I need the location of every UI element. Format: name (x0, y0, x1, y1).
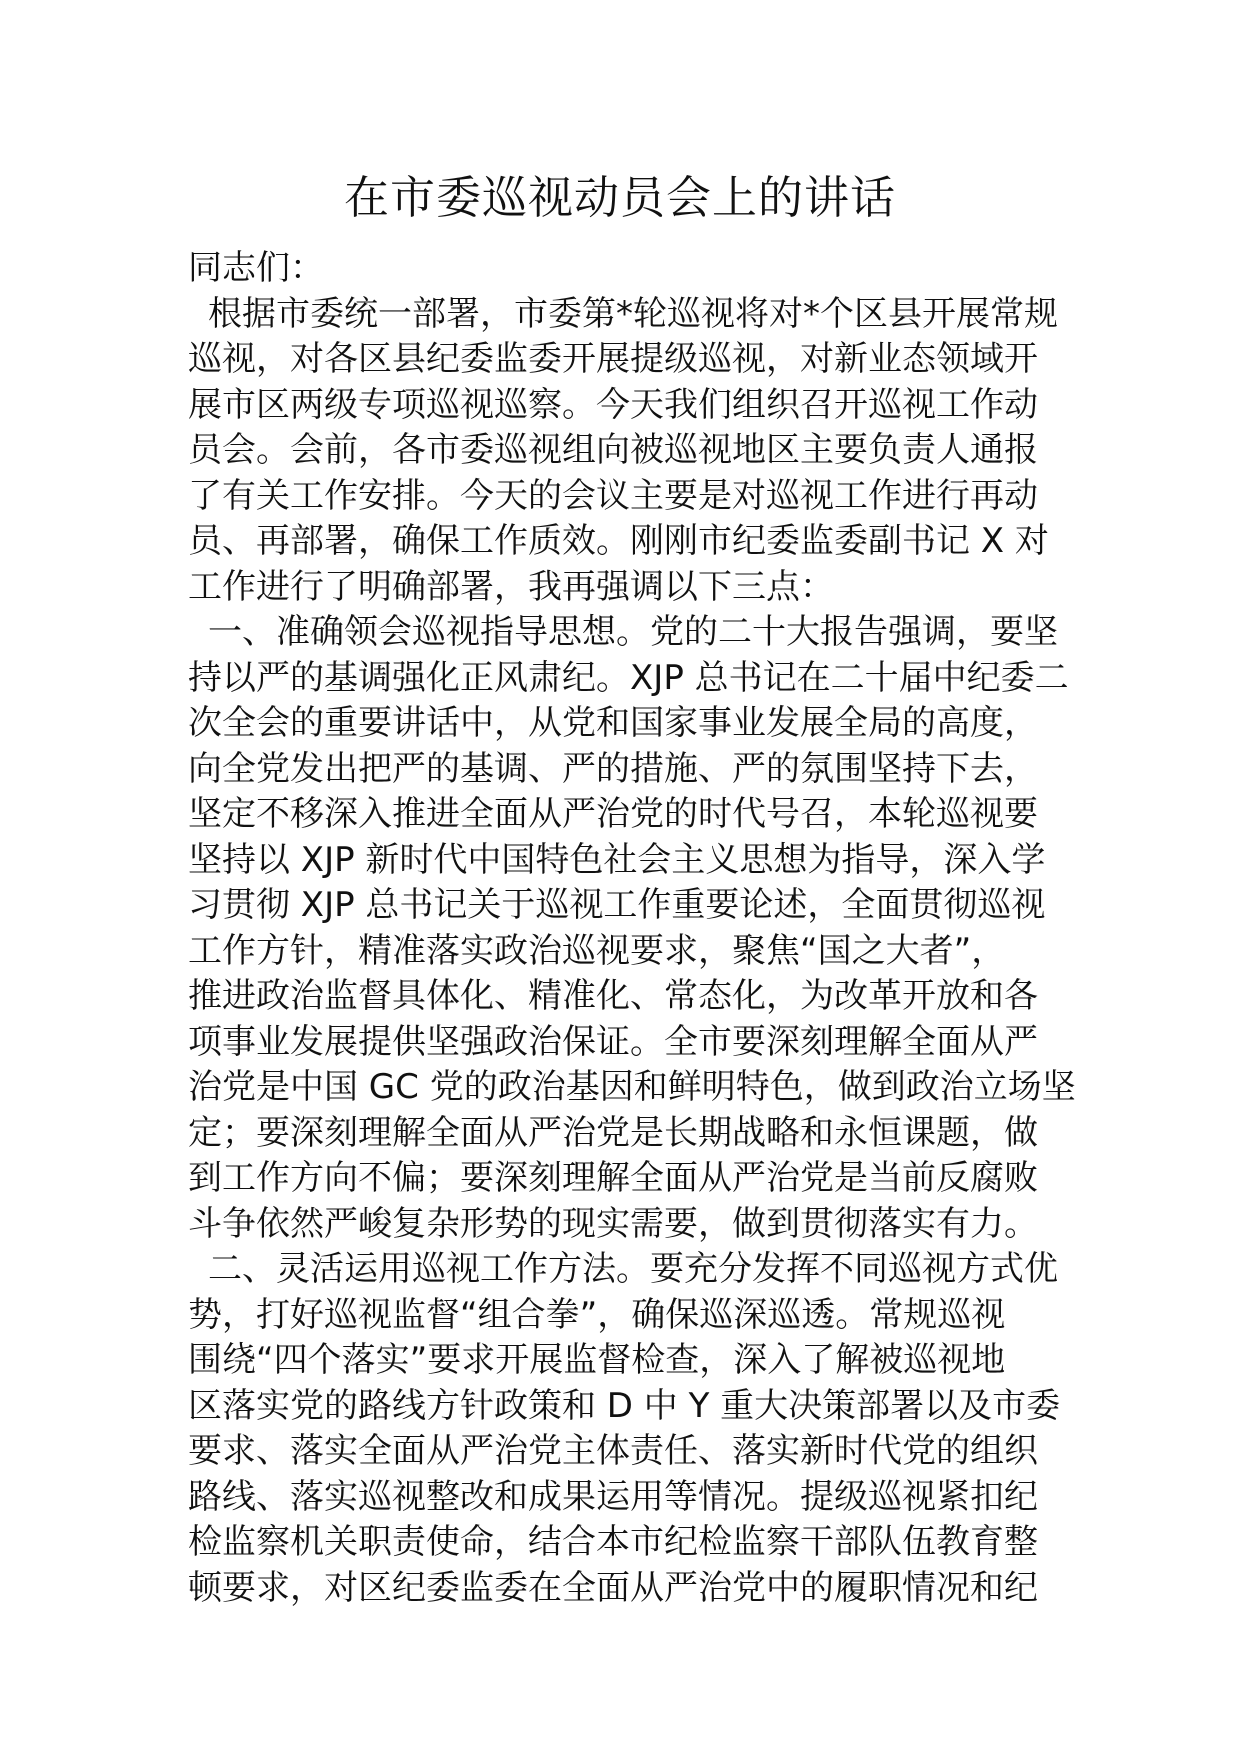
body-line: 二、灵活运用巡视工作方法。要充分发挥不同巡视方式优 (208, 1249, 1058, 1289)
body-line: 到工作方向不偏；要深刻理解全面从严治党是当前反腐败 (188, 1158, 1038, 1198)
body-line: 员、再部署，确保工作质效。刚刚市纪委监委副书记 X 对 (188, 521, 1049, 561)
body-line: 顿要求，对区纪委监委在全面从严治党中的履职情况和纪 (188, 1567, 1038, 1608)
body-line: 势，打好巡视监督“组合拳”，确保巡深巡透。常规巡视 (188, 1294, 1006, 1335)
body-line: 展市区两级专项巡视巡察。今天我们组织召开巡视工作动 (188, 384, 1038, 425)
document-body (188, 246, 1076, 1611)
body-line: 持以严的基调强化正风肃纪。XJP 总书记在二十届中纪委二 (188, 657, 1069, 698)
body-line: 坚持以 XJP 新时代中国特色社会主义思想为指导，深入学 (188, 839, 1046, 880)
body-line: 斗争依然严峻复杂形势的现实需要，做到贯彻落实有力。 (188, 1203, 1038, 1244)
body-line: 要求、落实全面从严治党主体责任、落实新时代党的组织 (188, 1431, 1038, 1471)
body-line: 了有关工作安排。今天的会议主要是对巡视工作进行再动 (188, 475, 1038, 516)
body-line: 根据市委统一部署，市委第*轮巡视将对*个区县开展常规 (208, 293, 1058, 334)
body-line: 工作进行了明确部署，我再强调以下三点： (188, 566, 834, 607)
body-line: 坚定不移深入推进全面从严治党的时代号召，本轮巡视要 (188, 794, 1038, 834)
body-line: 巡视，对各区县纪委监委开展提级巡视，对新业态领域开 (188, 339, 1038, 379)
body-line: 次全会的重要讲话中，从党和国家事业发展全局的高度， (188, 703, 1038, 743)
body-line: 项事业发展提供坚强政治保证。全市要深刻理解全面从严 (188, 1021, 1038, 1062)
body-line: 习贯彻 XJP 总书记关于巡视工作重要论述，全面贯彻巡视 (188, 885, 1046, 925)
body-line: 检监察机关职责使命，结合本市纪检监察干部队伍教育整 (188, 1522, 1038, 1562)
body-line: 路线、落实巡视整改和成果运用等情况。提级巡视紧扣纪 (188, 1476, 1038, 1517)
body-line: 同志们： (188, 248, 324, 288)
body-line: 围绕“四个落实”要求开展监督检查，深入了解被巡视地 (188, 1340, 1006, 1380)
body-line: 向全党发出把严的基调、严的措施、严的氛围坚持下去， (188, 748, 1038, 789)
body-line: 推进政治监督具体化、精准化、常态化，为改革开放和各 (188, 976, 1038, 1016)
body-line: 一、准确领会巡视指导思想。党的二十大报告强调，要坚 (208, 612, 1058, 652)
body-line: 定；要深刻理解全面从严治党是长期战略和永恒课题，做 (188, 1112, 1038, 1153)
body-line: 区落实党的路线方针政策和 D 中 Y 重大决策部署以及市委 (188, 1385, 1061, 1426)
body-line: 员会。会前，各市委巡视组向被巡视地区主要负责人通报 (188, 430, 1038, 470)
document-title: 在市委巡视动员会上的讲话 (343, 171, 896, 224)
body-line: 治党是中国 GC 党的政治基因和鲜明特色，做到政治立场坚 (188, 1067, 1076, 1107)
body-line: 工作方针，精准落实政治巡视要求，聚焦“国之大者”， (188, 930, 1006, 971)
